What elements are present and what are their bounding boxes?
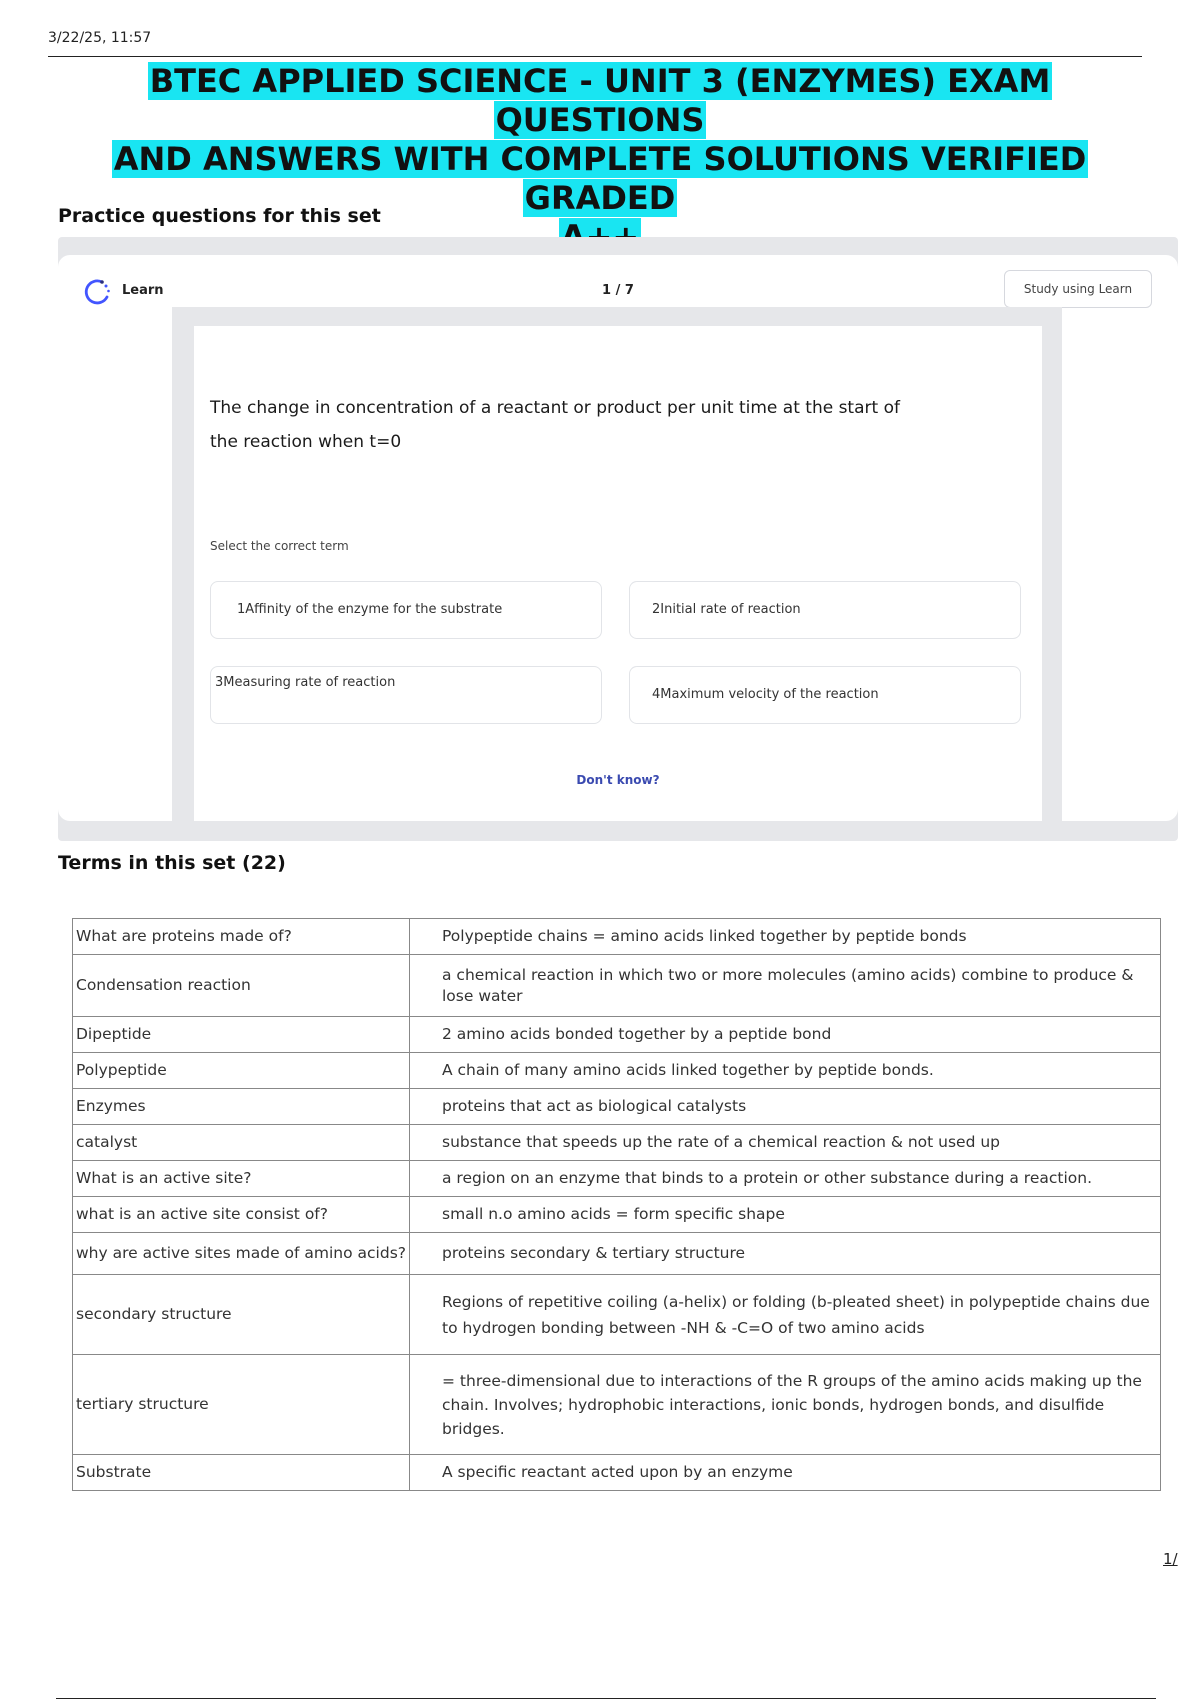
definition-cell: = three-dimensional due to interactions of the R groups of the amino acids making up the chain. Involves; hydrophobic interactions, ionic bonds, hydrogen bonds, and disulfide bridges. — [410, 1355, 1161, 1455]
table-row — [73, 1017, 1161, 1053]
table-row — [73, 955, 1161, 1017]
footer-divider — [56, 1698, 1156, 1699]
title-line-1: BTEC APPLIED SCIENCE - UNIT 3 (ENZYMES) EXAM QUESTIONS — [149, 62, 1051, 139]
definition-cell: proteins that act as biological catalysts — [410, 1089, 1161, 1125]
definition-cell: A chain of many amino acids linked together by peptide bonds. — [410, 1053, 1161, 1089]
term-cell: secondary structure — [73, 1275, 410, 1355]
table-row — [73, 1233, 1161, 1275]
answer-option-4[interactable] — [629, 666, 1021, 724]
table-row — [73, 1053, 1161, 1089]
answer-option-label: 2Initial rate of reaction — [652, 602, 801, 617]
term-cell: tertiary structure — [73, 1355, 410, 1455]
table-row — [73, 1125, 1161, 1161]
answer-option-label: 4Maximum velocity of the reaction — [652, 687, 879, 702]
definition-cell: a region on an enzyme that binds to a protein or other substance during a reaction. — [410, 1161, 1161, 1197]
term-cell: Substrate — [73, 1455, 410, 1491]
dont-know-link[interactable]: Don't know? — [576, 773, 660, 787]
answer-option-2[interactable] — [629, 581, 1021, 639]
header-divider — [48, 56, 1142, 57]
learn-panel — [58, 255, 1178, 821]
answer-option-label: 1Affinity of the enzyme for the substrate — [237, 602, 503, 617]
title-line-2: AND ANSWERS WITH COMPLETE SOLUTIONS VERIFIED GRADED — [113, 140, 1087, 217]
term-cell: What are proteins made of? — [73, 919, 410, 955]
table-row — [73, 1455, 1161, 1491]
table-row — [73, 1355, 1161, 1455]
term-cell: Dipeptide — [73, 1017, 410, 1053]
study-using-learn-button[interactable]: Study using Learn — [1004, 270, 1152, 308]
term-cell: catalyst — [73, 1125, 410, 1161]
print-timestamp: 3/22/25, 11:57 — [48, 30, 152, 46]
table-row — [73, 919, 1161, 955]
term-cell: What is an active site? — [73, 1161, 410, 1197]
table-row — [73, 1161, 1161, 1197]
document-title — [40, 62, 1160, 257]
term-cell: Polypeptide — [73, 1053, 410, 1089]
term-cell: why are active sites made of amino acids? — [73, 1233, 410, 1275]
practice-heading: Practice questions for this set — [58, 205, 381, 227]
table-row — [73, 1089, 1161, 1125]
term-cell: Condensation reaction — [73, 955, 410, 1017]
definition-cell: substance that speeds up the rate of a chemical reaction & not used up — [410, 1125, 1161, 1161]
table-row — [73, 1275, 1161, 1355]
terms-heading: Terms in this set (22) — [58, 852, 286, 874]
page-number: 1/ — [1163, 1550, 1178, 1568]
terms-table — [72, 918, 1161, 1491]
learn-label: Learn — [122, 283, 164, 298]
answer-option-1[interactable] — [210, 581, 602, 639]
definition-cell: A specific reactant acted upon by an enzyme — [410, 1455, 1161, 1491]
learn-widget — [58, 237, 1178, 841]
definition-cell: small n.o amino acids = form specific shape — [410, 1197, 1161, 1233]
question-prompt: The change in concentration of a reactant or product per unit time at the start of the reaction when t=0 — [210, 398, 900, 452]
progress-counter: 1 / 7 — [602, 283, 634, 298]
select-prompt: Select the correct term — [210, 539, 349, 553]
answer-option-3[interactable] — [210, 666, 602, 724]
definition-cell: 2 amino acids bonded together by a peptide bond — [410, 1017, 1161, 1053]
definition-cell: Regions of repetitive coiling (a-helix) or folding (b-pleated sheet) in polypeptide chains due to hydrogen bonding between -NH & -C=O of two amino acids — [410, 1275, 1161, 1355]
definition-cell: Polypeptide chains = amino acids linked together by peptide bonds — [410, 919, 1161, 955]
definition-cell: proteins secondary & tertiary structure — [410, 1233, 1161, 1275]
question-card — [194, 326, 1042, 821]
table-row — [73, 1197, 1161, 1233]
term-cell: Enzymes — [73, 1089, 410, 1125]
answer-option-label: 3Measuring rate of reaction — [215, 675, 396, 690]
term-cell: what is an active site consist of? — [73, 1197, 410, 1233]
definition-cell: a chemical reaction in which two or more molecules (amino acids) combine to produce & lose water — [410, 955, 1161, 1017]
